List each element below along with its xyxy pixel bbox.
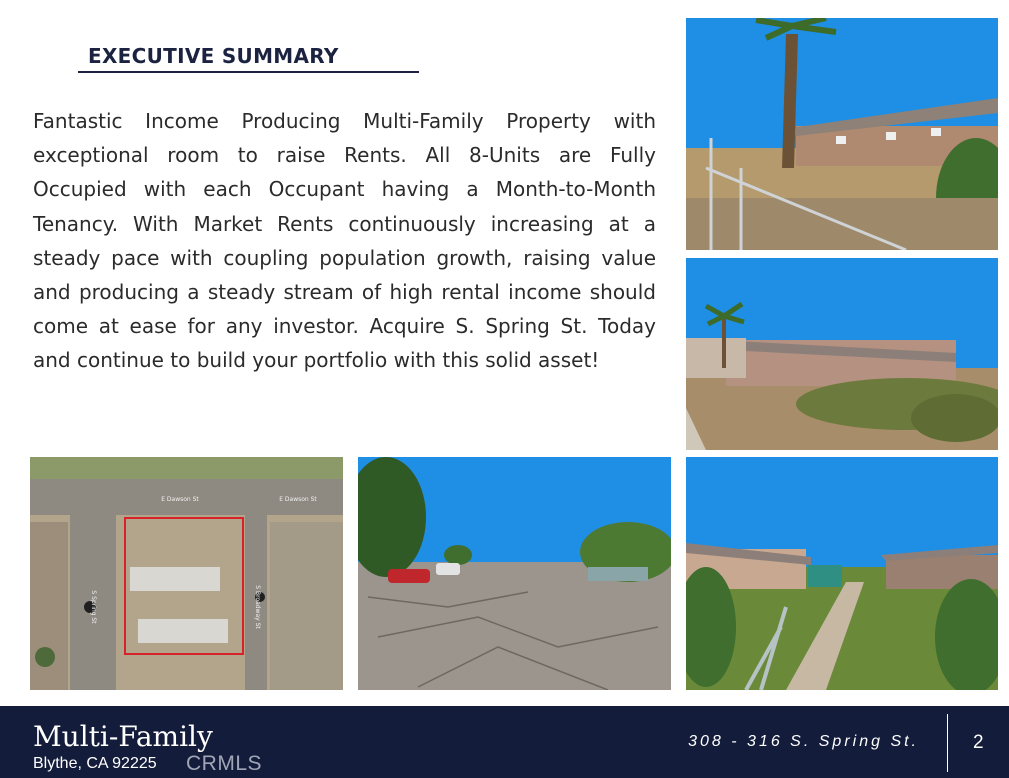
map-street-label: E Dawson St: [161, 496, 199, 503]
aerial-map: [30, 457, 343, 690]
map-street-label: S Spring St: [90, 590, 97, 624]
summary-heading: EXECUTIVE SUMMARY: [88, 44, 339, 68]
street-photo: [358, 457, 671, 690]
map-street-label: S Broadway St: [254, 585, 261, 629]
page-number: 2: [973, 732, 984, 753]
footer-divider: [947, 714, 948, 772]
property-photo-yard-fence: [686, 18, 998, 250]
map-street-label: E Dawson St: [279, 496, 317, 503]
footer-bar: [0, 706, 1009, 778]
footer-title: Multi-Family: [33, 720, 213, 753]
footer-address: 308 - 316 S. Spring St.: [688, 733, 919, 750]
summary-heading-rule: [78, 71, 419, 73]
footer-city: Blythe, CA 92225: [33, 755, 157, 772]
property-photo-building-brush: [686, 258, 998, 450]
crmls-watermark: CRMLS: [186, 752, 263, 775]
summary-paragraph: Fantastic Income Producing Multi-Family Property with exceptional room to raise Rents. All 8-Units are Fully Occupied with each Occupant having a Month-to-Month Tenancy. With Market Rents continuously increasing at a steady pace with coupling population growth, raising value and producing a steady stream of high rental income should come at ease for any investor. Acquire S. Spring St. Today and continue to build your portfolio with this solid asset!: [33, 109, 656, 373]
property-photo-walkway: [686, 457, 998, 690]
